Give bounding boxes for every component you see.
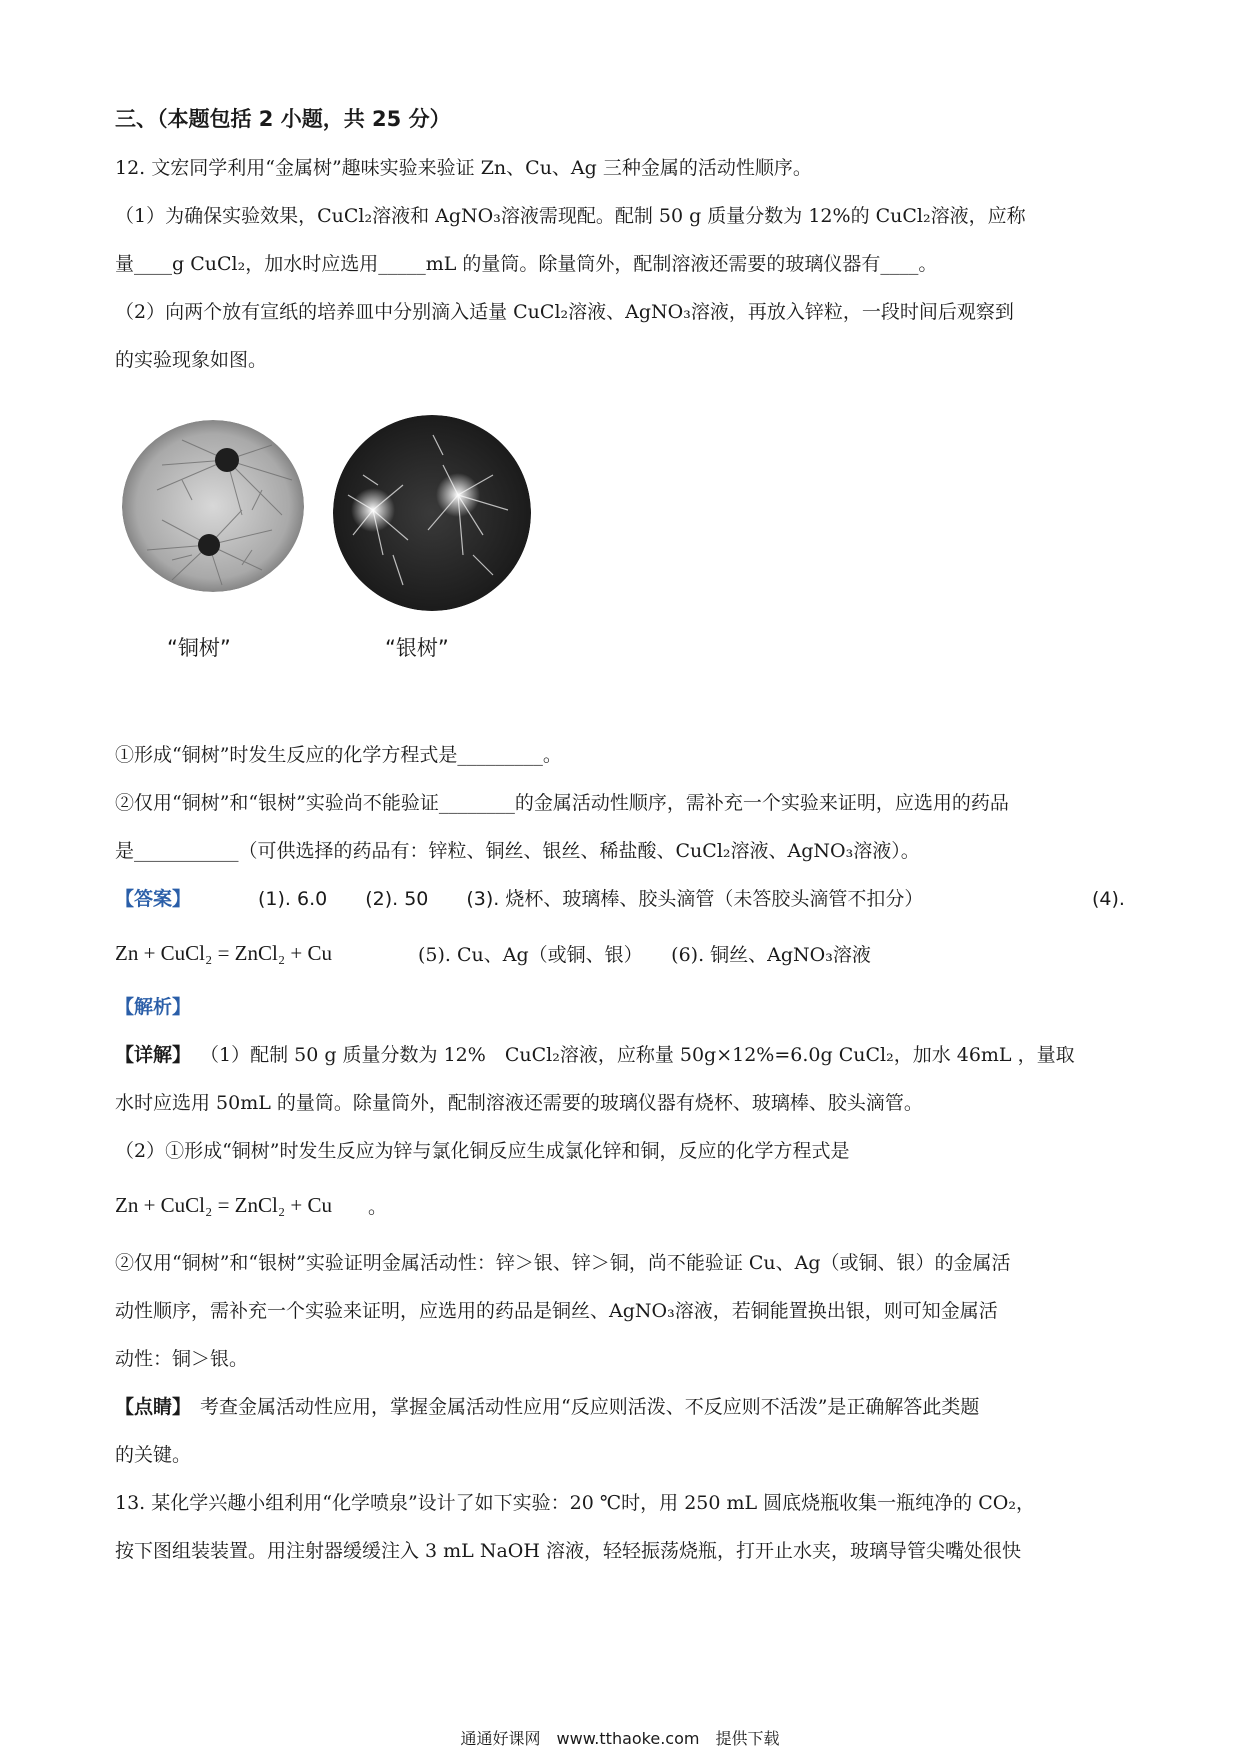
- q12-sub1: ①形成“铜树”时发生反应的化学方程式是_________。: [115, 744, 562, 766]
- analysis-label: 【解析】: [115, 996, 192, 1018]
- answer-label: 【答案】: [115, 888, 192, 910]
- silver-tree-photo: [333, 415, 531, 611]
- detail-line3: （2）①形成“铜树”时发生反应为锌与氯化铜反应生成氯化锌和铜，反应的化学方程式是: [115, 1140, 850, 1162]
- q12-part1-line1: （1）为确保实验效果，CuCl₂溶液和 AgNO₃溶液需现配。配制 50 g 质量分数为 12%的 CuCl₂溶液，应称: [115, 205, 1026, 227]
- detail-line5: 动性顺序，需补充一个实验来证明，应选用的药品是铜丝、AgNO₃溶液，若铜能置换出银，则可知金属活: [115, 1300, 998, 1322]
- answer-items-5-6: (5). Cu、Ag（或铜、银） (6). 铜丝、AgNO₃溶液: [418, 944, 871, 966]
- caption-copper-tree: “铜树”: [167, 636, 231, 660]
- detail-label: 【详解】: [115, 1044, 192, 1066]
- page-footer: 通通好课网 www.tthaoke.com 提供下载: [460, 1729, 780, 1748]
- detail-line4: ②仅用“铜树”和“银树”实验证明金属活动性：锌＞银、锌＞铜，尚不能验证 Cu、Ag（或铜、银）的金属活: [115, 1252, 1011, 1274]
- detail-line1: （1）配制 50 g 质量分数为 12% CuCl₂溶液，应称量 50g×12%=6.0g CuCl₂，加水 46mL ，量取: [200, 1044, 1075, 1066]
- q12-sub2-line2: 是___________（可供选择的药品有：锌粒、铜丝、银丝、稀盐酸、CuCl₂溶液、AgNO₃溶液）。: [115, 840, 920, 862]
- section-title: 三、（本题包括 2 小题，共 25 分）: [115, 107, 451, 131]
- q12-part2-line2: 的实验现象如图。: [115, 349, 268, 371]
- q13-line2: 按下图组装装置。用注射器缓缓注入 3 mL NaOH 溶液，轻轻振荡烧瓶，打开止水夹，玻璃导管尖嘴处很快: [115, 1540, 1021, 1562]
- detail-equation-end: 。: [368, 1196, 388, 1218]
- caption-silver-tree: “银树”: [385, 636, 449, 660]
- comment-line2: 的关键。: [115, 1444, 192, 1466]
- answer-equation: Zn + CuCl₂ = ZnCl₂ + Cu: [115, 941, 333, 965]
- detail-line2: 水时应选用 50mL 的量筒。除量筒外，配制溶液还需要的玻璃仪器有烧杯、玻璃棒、胶头滴管。: [115, 1092, 923, 1114]
- comment-line1: 考查金属活动性应用，掌握金属活动性应用“反应则活泼、不反应则不活泼”是正确解答此类题: [200, 1396, 980, 1418]
- q12-stem: 12. 文宏同学利用“金属树”趣味实验来验证 Zn、Cu、Ag 三种金属的活动性顺序。: [115, 157, 812, 179]
- q13-line1: 13. 某化学兴趣小组利用“化学喷泉”设计了如下实验：20 ℃时，用 250 mL 圆底烧瓶收集一瓶纯净的 CO₂，: [115, 1492, 1035, 1514]
- q12-part2-line1: （2）向两个放有宣纸的培养皿中分别滴入适量 CuCl₂溶液、AgNO₃溶液，再放入锌粒，一段时间后观察到: [115, 301, 1014, 323]
- copper-tree-photo: [122, 420, 304, 592]
- answer-items-1-3: (1). 6.0 (2). 50 (3). 烧杯、玻璃棒、胶头滴管（未答胶头滴管不扣分）: [258, 888, 924, 910]
- q12-part1-line2: 量____g CuCl₂，加水时应选用_____mL 的量筒。除量筒外，配制溶液还需要的玻璃仪器有____。: [115, 253, 938, 275]
- detail-line6: 动性：铜＞银。: [115, 1348, 249, 1370]
- q12-sub2-line1: ②仅用“铜树”和“银树”实验尚不能验证________的金属活动性顺序，需补充一个实验来证明，应选用的药品: [115, 792, 1009, 814]
- detail-equation: Zn + CuCl₂ = ZnCl₂ + Cu: [115, 1193, 333, 1217]
- answer-item4-label: (4).: [1092, 888, 1125, 910]
- comment-label: 【点睛】: [115, 1396, 192, 1418]
